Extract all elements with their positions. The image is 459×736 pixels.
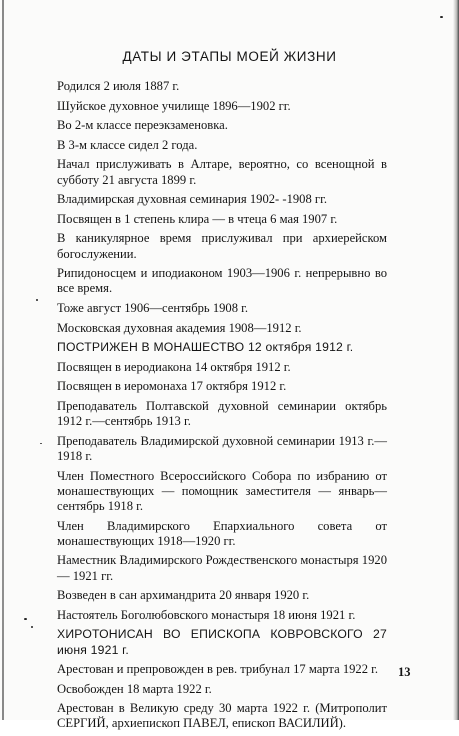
timeline-entry: Московская духовная академия 1908—1912 г. [57, 320, 302, 335]
timeline-entry: Возведен в сан архимандрита 20 января 1920 г. [57, 588, 310, 603]
page-left-edge-shadow [2, 0, 4, 720]
timeline-entry: Арестован и препровожден в рев. трибунал 17 марта 1922 г. [57, 662, 379, 677]
timeline-entry: Посвящен в 1 степень клира — в чтеца 6 мая 1907 г. [57, 211, 338, 226]
timeline-entry: Освобожден 18 марта 1922 г. [57, 681, 212, 696]
scan-speck [40, 443, 42, 444]
scan-speck [31, 626, 33, 628]
timeline-entry: ПОСТРИЖЕН В МОНАШЕСТВО 12 октября 1912 г. [57, 340, 354, 355]
scan-speck [24, 618, 27, 620]
timeline-entry: Посвящен в иеродиакона 14 октября 1912 г. [57, 359, 291, 374]
page-heading: ДАТЫ И ЭТАПЫ МОЕЙ ЖИЗНИ [122, 49, 337, 64]
timeline-entry: В 3-м классе сидел 2 года. [57, 137, 198, 152]
timeline-entry: Шуйское духовное училище 1896—1902 гг. [57, 98, 291, 113]
timeline-entry: Тоже август 1906—сентябрь 1908 г. [57, 300, 249, 315]
timeline-entry: Наместник Владимирского Рождественского монастыря 1920— 1921 гг. [57, 553, 387, 583]
timeline-entry: Преподаватель Владимирской духовной семинарии 1913 г.— 1918 г. [57, 433, 387, 463]
timeline-entry: Настоятель Боголюбовского монастыря 18 июня 1921 г. [57, 607, 356, 622]
timeline-entry: Рипидоносцем и иподиаконом 1903—1906 г. непрерывно во все время. [57, 266, 387, 296]
scan-speck [36, 299, 38, 301]
page-number: 13 [398, 665, 411, 679]
timeline-entry: Член Владимирского Епархиального совета от монашествующих 1918—1920 гг. [57, 518, 387, 548]
timeline-entry: Родился 2 июля 1887 г. [57, 79, 180, 93]
page-right-edge-shadow [453, 0, 459, 720]
timeline-entry: В каникулярное время прислуживал при архиерейском богослужении. [57, 231, 387, 261]
timeline-entry: Посвящен в иеромонаха 17 октября 1912 г. [57, 379, 287, 394]
timeline-list [57, 79, 387, 736]
timeline-entry: Начал прислуживать в Алтаре, вероятно, со всенощной в субботу 21 августа 1899 г. [57, 157, 387, 187]
timeline-entry: Во 2-м классе переэкзаменовка. [57, 118, 228, 133]
timeline-entry: Владимирская духовная семинария 1902- -1908 гг. [57, 192, 327, 207]
scan-speck [440, 16, 443, 18]
timeline-entry: Арестован в Великую среду 30 марта 1922 г. (Митрополит СЕРГИЙ, архиепископ ПАВЕЛ, епископ ВАСИЛИЙ). [57, 701, 387, 731]
timeline-entry: Член Поместного Всероссийского Собора по избранию от монашествующих — помощник заместителя — январь—сентябрь 1918 г. [57, 468, 387, 513]
timeline-entry: Преподаватель Полтавской духовной семинарии октябрь 1912 г.—сентябрь 1913 г. [57, 398, 387, 429]
timeline-entry: ХИРОТОНИСАН ВО ЕПИСКОПА КОВРОВСКОГО 27 июня 1921 г. [57, 627, 387, 657]
